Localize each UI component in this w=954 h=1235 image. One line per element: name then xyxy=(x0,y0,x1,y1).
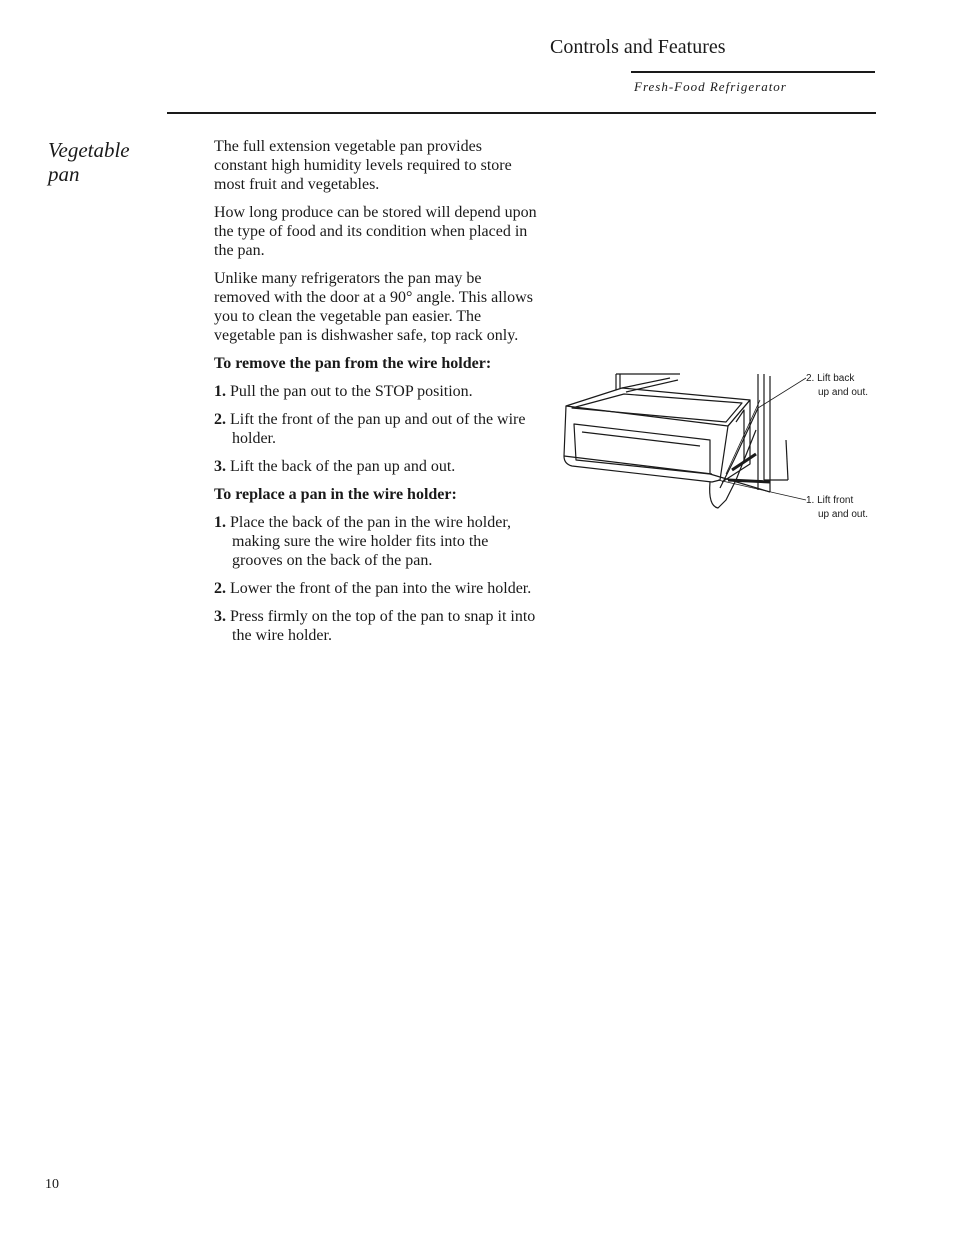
step-text: Lower the front of the pan into the wire holder. xyxy=(230,580,532,597)
step-text: Lift the front of the pan up and out of the wire holder. xyxy=(230,411,526,447)
remove-step xyxy=(214,382,539,401)
callout-lift-front xyxy=(806,494,868,522)
replace-step xyxy=(214,579,539,598)
callout-front-line-2: up and out. xyxy=(818,509,869,520)
step-number: 3. xyxy=(214,608,226,625)
side-heading-line-2: pan xyxy=(48,162,80,186)
replace-heading: To replace a pan in the wire holder: xyxy=(214,486,457,503)
step-text: Lift the back of the pan up and out. xyxy=(230,458,456,475)
callout-back-line-2: up and out. xyxy=(818,387,869,398)
remove-heading: To remove the pan from the wire holder: xyxy=(214,355,492,372)
intro-paragraph: Unlike many refrigerators the pan may be removed with the door at a 90° angle. This allows you to clean the vegetable pan easier. The vegetable pan is dishwasher safe, top rack only. xyxy=(214,270,533,344)
step-number: 3. xyxy=(214,458,226,475)
section-subtitle: Fresh-Food Refrigerator xyxy=(634,79,787,94)
step-text: Pull the pan out to the STOP position. xyxy=(230,383,473,400)
step-text: Place the back of the pan in the wire holder, making sure the wire holder fits into the grooves on the back of the pan. xyxy=(230,514,512,569)
callout-lift-back xyxy=(806,372,868,400)
replace-step xyxy=(214,513,539,570)
step-number: 2. xyxy=(214,580,226,597)
intro-paragraph: How long produce can be stored will depend upon the type of food and its condition when placed in the pan. xyxy=(214,204,537,259)
step-number: 2. xyxy=(214,411,226,428)
intro-paragraph: The full extension vegetable pan provides constant high humidity levels required to store most fruit and vegetables. xyxy=(214,138,512,193)
side-heading xyxy=(48,138,168,186)
section-title: Controls and Features xyxy=(550,36,726,58)
content-divider xyxy=(167,112,876,114)
remove-step xyxy=(214,410,539,448)
callout-back-line-1: 2. Lift back xyxy=(806,373,855,384)
step-number: 1. xyxy=(214,383,226,400)
header-rule xyxy=(631,71,875,73)
remove-step xyxy=(214,457,539,476)
step-text: Press firmly on the top of the pan to snap it into the wire holder. xyxy=(230,608,536,644)
replace-step xyxy=(214,607,539,645)
vegetable-pan-illustration xyxy=(560,370,880,520)
page-number: 10 xyxy=(45,1177,59,1192)
body-text xyxy=(214,137,539,654)
step-number: 1. xyxy=(214,514,226,531)
callout-front-line-1: 1. Lift front xyxy=(806,495,854,506)
side-heading-line-1: Vegetable xyxy=(48,138,130,162)
